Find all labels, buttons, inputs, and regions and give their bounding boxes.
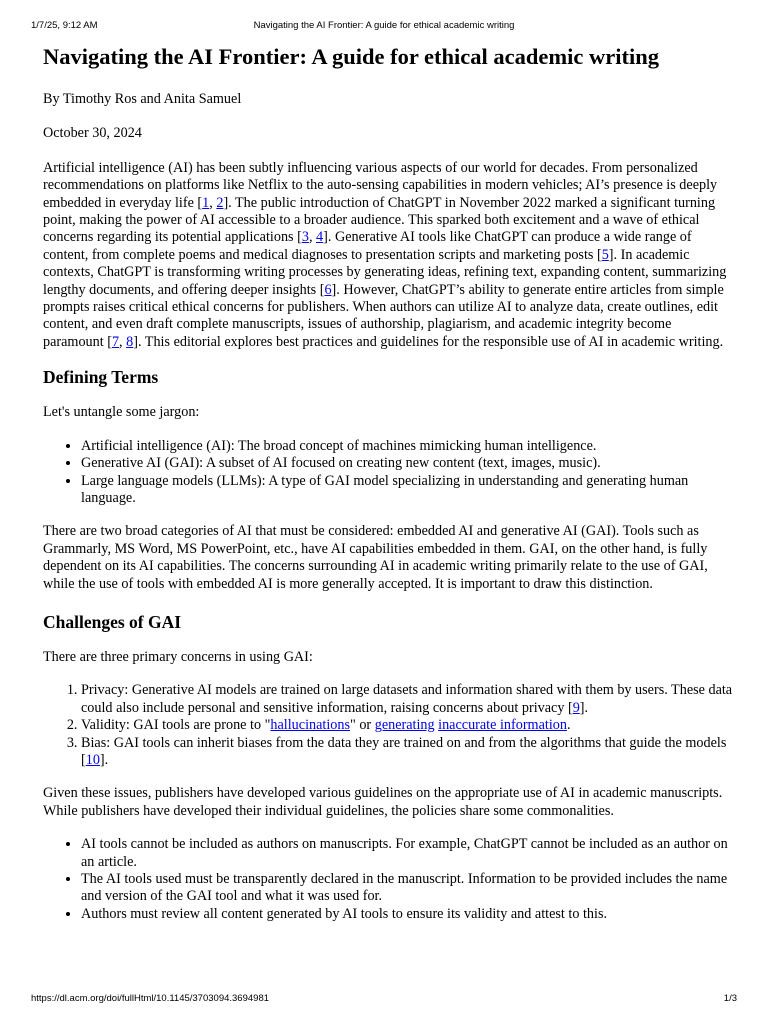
list-item: • Artificial intelligence (AI): The broad concept of machines mimicking human intelligence. bbox=[81, 438, 733, 455]
challenges-lead: There are three primary concerns in using GAI: bbox=[43, 648, 313, 665]
citation-separator: , bbox=[119, 333, 127, 350]
citation-link-10[interactable]: 10 bbox=[85, 751, 100, 768]
print-page-number: 1/3 bbox=[723, 993, 737, 1004]
print-header bbox=[31, 19, 737, 33]
terms-list bbox=[43, 438, 733, 508]
commonalities-list bbox=[43, 836, 733, 923]
citation-link-7[interactable]: 7 bbox=[111, 333, 120, 350]
print-footer bbox=[31, 992, 737, 1006]
list-item-privacy bbox=[81, 682, 733, 717]
citation-link-5[interactable]: 5 bbox=[601, 246, 609, 263]
citation-separator: , bbox=[308, 229, 317, 246]
list-item: • Large language models (LLMs): A type of GAI model specializing in understanding and generating human language. bbox=[81, 473, 733, 508]
inaccurate-information-link[interactable]: inaccurate information bbox=[438, 717, 567, 734]
citation-link-6[interactable]: 6 bbox=[324, 281, 332, 298]
citation-link-2[interactable]: 2 bbox=[216, 194, 224, 211]
publication-date: October 30, 2024 bbox=[43, 125, 142, 142]
privacy-text: Privacy: Generative AI models are trained on large datasets and information shared with them by users. These data could also include personal and sensitive information, raising concerns about privacy [ bbox=[81, 682, 733, 716]
bias-text: Bias: GAI tools can inherit biases from the data they are trained on and from the algorithms that guide the models [ bbox=[81, 734, 727, 768]
citation-link-1[interactable]: 1 bbox=[202, 194, 210, 211]
print-url: https://dl.acm.org/doi/fullHtml/10.1145/3703094.3694981 bbox=[31, 993, 270, 1004]
defining-lead: Let's untangle some jargon: bbox=[43, 404, 200, 421]
citation-link-4[interactable]: 4 bbox=[316, 229, 324, 246]
intro-text: ]. The public introduction of ChatGPT in November 2022 marked a significant turning point, making the power of AI accessible to a broader audience. This sparked both excitement and a wave of ethical concerns regarding its potential applications [ bbox=[43, 194, 716, 246]
list-item: • Authors must review all content generated by AI tools to ensure its validity and attest to this. bbox=[81, 906, 733, 923]
citation-link-8[interactable]: 8 bbox=[126, 333, 134, 350]
validity-text: Validity: GAI tools are prone to " bbox=[81, 717, 271, 734]
intro-text: ]. This editorial explores best practices and guidelines for the responsible use of AI in academic writing. bbox=[133, 333, 724, 350]
print-datetime: 1/7/25, 9:12 AM bbox=[31, 20, 98, 31]
intro-text: Artificial intelligence (AI) has been subtly influencing various aspects of our world for decades. From personalized recommendations on platforms like Netflix to the auto-sensing capabilities in modern vehicles; AI’s presence is deeply embedded in everyday life [ bbox=[43, 159, 718, 211]
list-item-bias bbox=[81, 735, 733, 770]
print-page-title: Navigating the AI Frontier: A guide for ethical academic writing bbox=[253, 20, 515, 31]
list-item: • Generative AI (GAI): A subset of AI focused on creating new content (text, images, music). bbox=[81, 455, 733, 472]
byline: By Timothy Ros and Anita Samuel bbox=[43, 91, 242, 107]
ai-categories-paragraph: There are two broad categories of AI that must be considered: embedded AI and generative AI (GAI). Tools such as Grammarly, MS Word, MS PowerPoint, etc., have AI capabilities embedded in them. GAI, on the other hand, is fully dependent on its AI capabilities. The concerns surrounding AI in academic writing primarily relate to the use of GAI, while the use of tools with embedded AI is more generally accepted. It is important to draw this distinction. bbox=[43, 523, 708, 592]
citation-link-9[interactable]: 9 bbox=[572, 699, 580, 716]
section-heading-defining-terms: Defining Terms bbox=[43, 367, 159, 388]
citation-link-3[interactable]: 3 bbox=[301, 229, 309, 246]
citation-separator: , bbox=[209, 194, 217, 211]
list-item: • The AI tools used must be transparently declared in the manuscript. Information to be provided includes the name and version of the GAI tool and what it was used for. bbox=[81, 871, 733, 906]
hallucinations-link[interactable]: hallucinations bbox=[270, 717, 350, 734]
concerns-list bbox=[43, 682, 733, 769]
intro-text: ]. However, ChatGPT’s ability to generate entire articles from simple prompts raises critical ethical concerns for publishers. When authors can utilize AI to analyze data, create outlines, edit content, and even draft complete manuscripts, issues of authorship, plagiarism, and academic integrity become paramount [ bbox=[43, 281, 724, 350]
validity-end: . bbox=[566, 717, 571, 734]
guidelines-paragraph: Given these issues, publishers have developed various guidelines on the appropriate use of AI in academic manuscripts. While publishers have developed their individual guidelines, the policies share some commonalities. bbox=[43, 785, 723, 819]
intro-paragraph bbox=[43, 160, 733, 351]
validity-text: " or bbox=[350, 717, 375, 734]
article bbox=[43, 40, 733, 923]
generating-link[interactable]: generating bbox=[374, 717, 435, 734]
list-item-validity bbox=[81, 717, 733, 734]
article-title: Navigating the AI Frontier: A guide for ethical academic writing bbox=[43, 44, 659, 69]
intro-text: ]. In academic contexts, ChatGPT is transforming writing processes by generating ideas, refining text, expanding content, summarizing lengthy documents, and offering deeper insights [ bbox=[43, 246, 727, 298]
intro-text: ]. Generative AI tools like ChatGPT can produce a wide range of content, from complete poems and medical diagnoses to presentation scripts and marketing posts [ bbox=[43, 229, 692, 263]
citation-close: ]. bbox=[579, 699, 589, 716]
section-heading-challenges: Challenges of GAI bbox=[43, 611, 182, 632]
citation-close: ]. bbox=[99, 751, 109, 768]
list-item: • AI tools cannot be included as authors on manuscripts. For example, ChatGPT cannot be included as an author on an article. bbox=[81, 836, 733, 871]
